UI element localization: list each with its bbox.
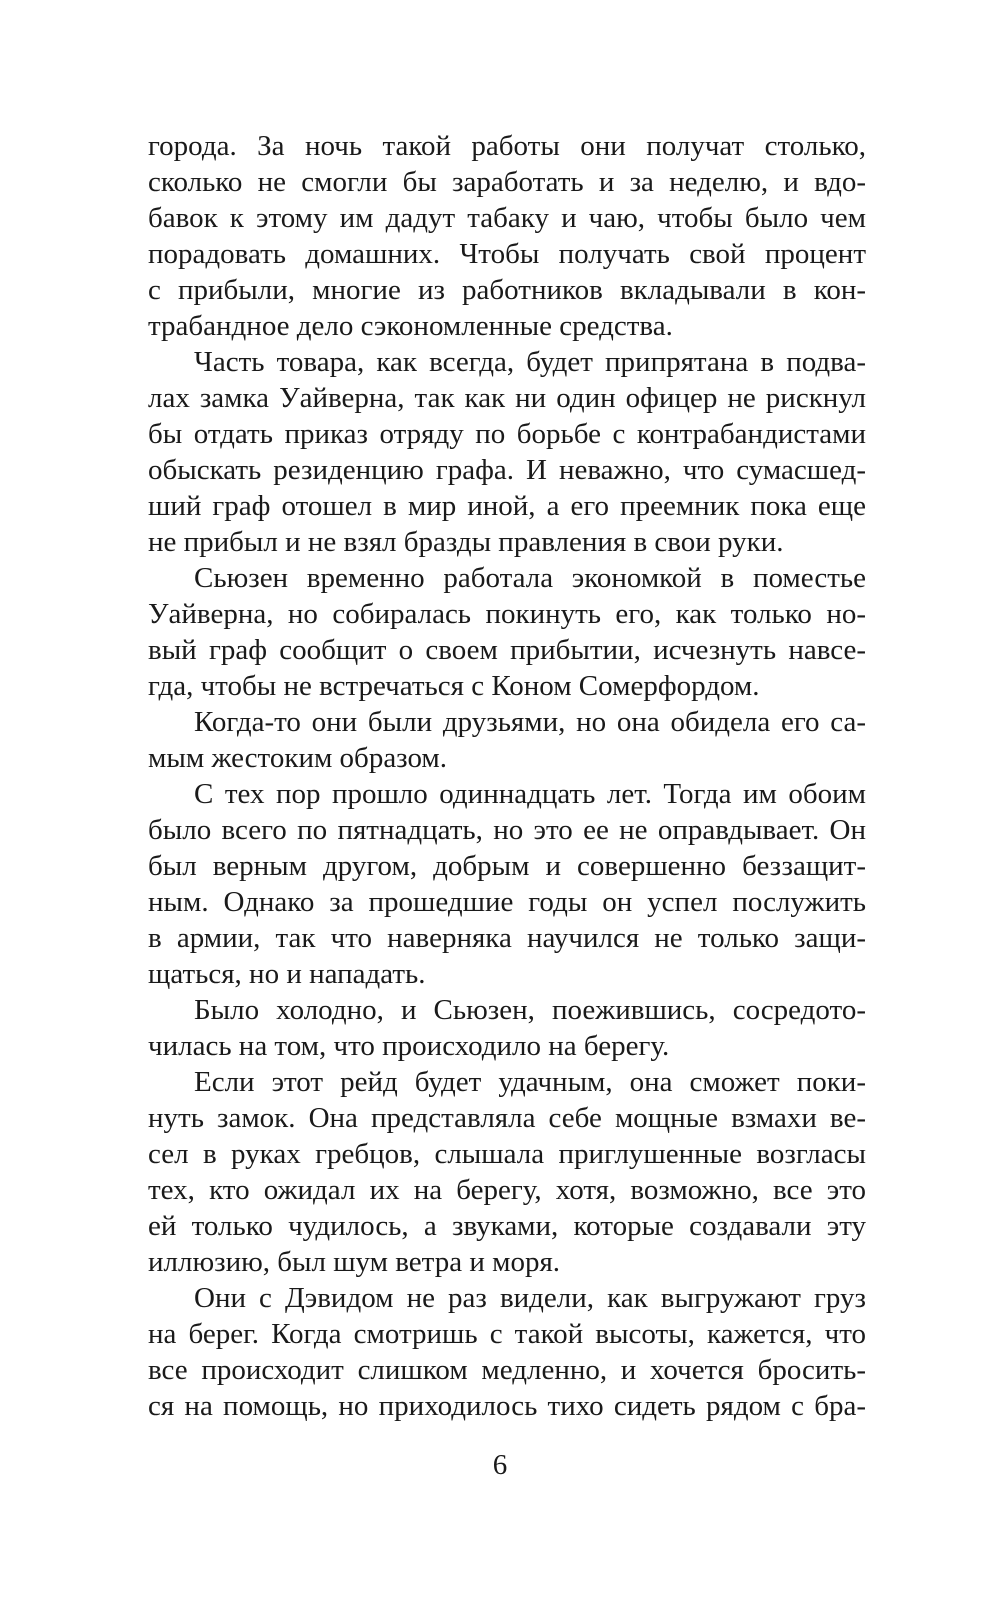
text-line: Часть товара, как всегда, будет припрятана в подва- — [194, 346, 866, 378]
text-line: гда, чтобы не встречаться с Коном Сомерфордом. — [148, 670, 760, 702]
text-line: ший граф отошел в мир иной, а его преемник пока еще — [148, 490, 866, 522]
text-line: нуть замок. Она представляла себе мощные взмахи ве- — [148, 1102, 866, 1134]
text-line: Сьюзен временно работала экономкой в поместье — [194, 562, 866, 594]
text-line: вый граф сообщит о своем прибытии, исчезнуть навсе- — [148, 634, 866, 666]
text-line: был верным другом, добрым и совершенно беззащит- — [148, 850, 866, 882]
page-number: 6 — [492, 1449, 508, 1481]
text-line: было всего по пятнадцать, но это ее не оправдывает. Он — [148, 814, 866, 846]
text-line: порадовать домашних. Чтобы получать свой процент — [148, 238, 866, 270]
text-line: щаться, но и нападать. — [148, 958, 426, 990]
text-line: Если этот рейд будет удачным, она сможет поки- — [194, 1066, 866, 1098]
text-line: бавок к этому им дадут табаку и чаю, чтобы было чем — [148, 202, 866, 234]
page-text — [148, 128, 866, 1424]
text-line: ся на помощь, но приходилось тихо сидеть рядом с бра- — [148, 1390, 866, 1422]
text-line: лах замка Уайверна, так как ни один офицер не рискнул — [148, 382, 866, 414]
text-line: иллюзию, был шум ветра и моря. — [148, 1246, 561, 1278]
text-line: все происходит слишком медленно, и хочется бросить- — [148, 1354, 866, 1386]
text-line: мым жестоким образом. — [148, 742, 448, 774]
text-line: Было холодно, и Сьюзен, поежившись, сосредото- — [194, 994, 866, 1026]
text-line: не прибыл и не взял бразды правления в свои руки. — [148, 526, 784, 558]
text-line: обыскать резиденцию графа. И неважно, что сумасшед- — [148, 454, 866, 486]
text-line: на берег. Когда смотришь с такой высоты, кажется, что — [148, 1318, 866, 1350]
text-line: сколько не смогли бы заработать и за неделю, и вдо- — [148, 166, 866, 198]
text-line: трабандное дело сэкономленные средства. — [148, 310, 673, 342]
text-line: бы отдать приказ отряду по борьбе с контрабандистами — [148, 418, 866, 450]
text-line: сел в руках гребцов, слышала приглушенные возгласы — [148, 1138, 866, 1170]
text-line: Когда-то они были друзьями, но она обидела его са- — [194, 706, 866, 738]
text-line: С тех пор прошло одиннадцать лет. Тогда им обоим — [194, 778, 866, 810]
text-line: чилась на том, что происходило на берегу. — [148, 1030, 670, 1062]
text-line: тех, кто ожидал их на берегу, хотя, возможно, все это — [148, 1174, 866, 1206]
text-line: с прибыли, многие из работников вкладывали в кон- — [148, 274, 866, 306]
text-line: Уайверна, но собиралась покинуть его, как только но- — [148, 598, 866, 630]
text-line: в армии, так что наверняка научился не только защи- — [148, 922, 866, 954]
text-line: ей только чудилось, а звуками, которые создавали эту — [148, 1210, 866, 1242]
text-line: Они с Дэвидом не раз видели, как выгружают груз — [194, 1282, 866, 1314]
text-line: города. За ночь такой работы они получат столько, — [148, 130, 866, 162]
text-line: ным. Однако за прошедшие годы он успел послужить — [148, 886, 866, 918]
